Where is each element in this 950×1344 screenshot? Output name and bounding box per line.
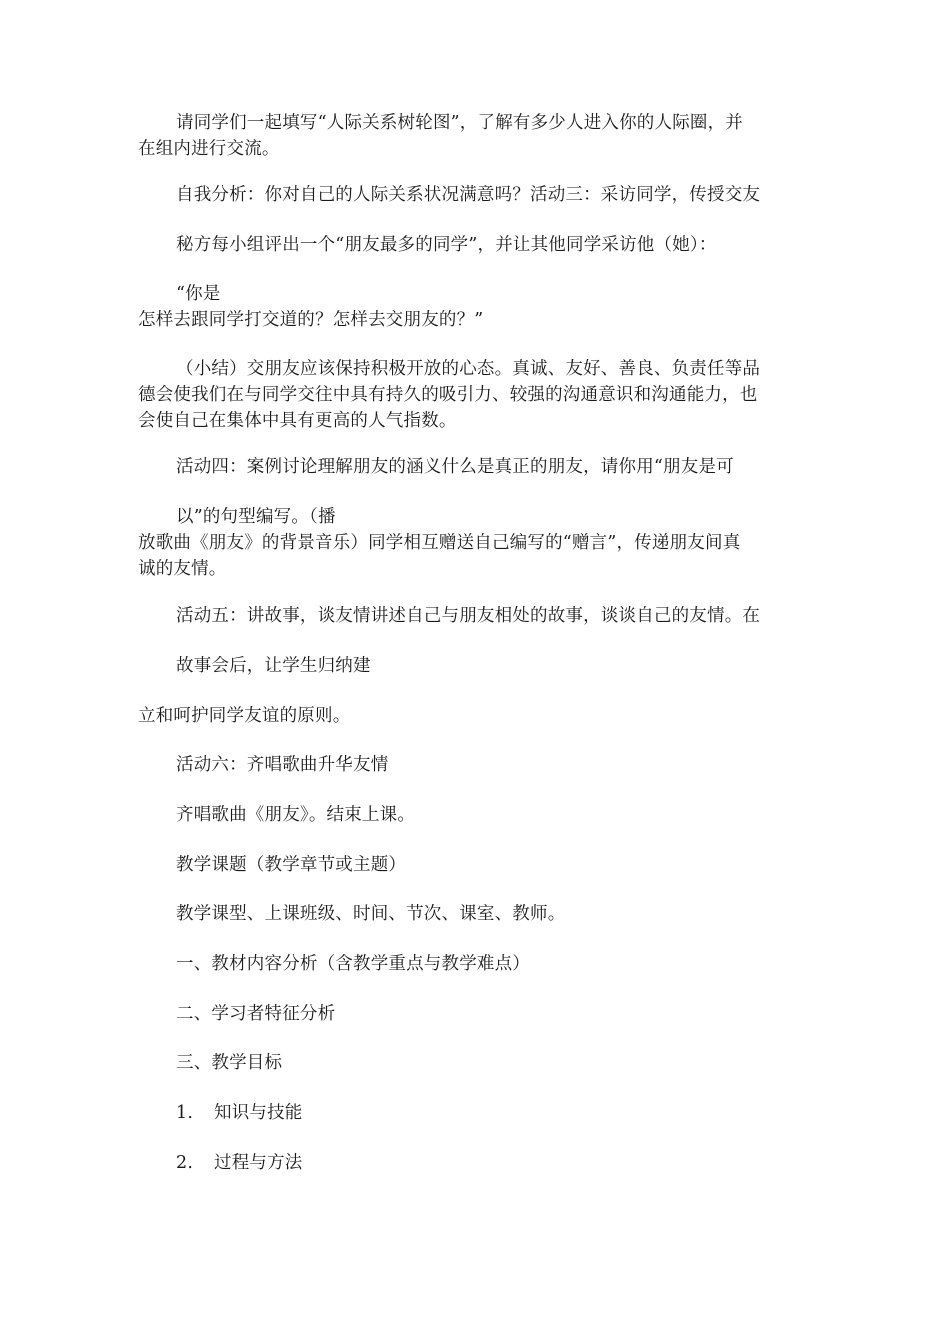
paragraph-activity-four: 活动四：案例讨论理解朋友的涵义什么是真正的朋友，请你用“朋友是可 [176,457,734,477]
paragraph-activity-five: 活动五：讲故事，谈友情讲述自己与朋友相处的故事，谈谈自己的友情。在 [176,606,761,626]
list-text: 知识与技能 [214,1103,303,1123]
paragraph-fill-tree [138,110,743,162]
list-number: 1. [176,1103,194,1123]
heading-learner-analysis: 二、学习者特征分析 [176,1004,336,1024]
paragraph-secret-recipe: 秘方每小组评出一个“朋友最多的同学”，并让其他同学采访他（她）： [176,235,717,255]
text-line: 请同学们一起填写“人际关系树轮图”，了解有多少人进入你的人际圈，并 [176,113,743,133]
paragraph-story-after: 故事会后，让学生归纳建 [176,656,371,676]
paragraph-interview-question [138,281,483,333]
heading-lesson-type: 教学课型、上课班级、时间、节次、课室、教师。 [176,904,566,924]
text-line: “你是 [176,284,221,304]
text-line: 放歌曲《朋友》的背景音乐）同学相互赠送自己编写的“赠言”，传递朋友间真 [138,533,741,553]
list-item-knowledge-skills [176,1100,303,1126]
list-text: 过程与方法 [214,1153,303,1173]
paragraph-summary [138,356,760,434]
list-number: 2. [176,1153,194,1173]
paragraph-song-gift [138,504,740,582]
paragraph-self-analysis: 自我分析：你对自己的人际关系状况满意吗？活动三：采访同学，传授交友 [176,185,761,205]
list-item-process-method [176,1150,303,1176]
text-line: 会使自己在集体中具有更高的人气指数。 [138,411,457,431]
text-line: 以”的句型编写。（播 [176,507,336,527]
heading-lesson-topic: 教学课题（教学章节或主题） [176,855,407,875]
paragraph-activity-six: 活动六：齐唱歌曲升华友情 [176,755,389,775]
text-line: 在组内进行交流。 [138,139,280,159]
text-line: 德会使我们在与同学交往中具有持久的吸引力、较强的沟通意识和沟通能力，也 [138,385,758,405]
text-line: 诚的友情。 [138,559,227,579]
text-line: （小结）交朋友应该保持积极开放的心态。真诚、友好、善良、负责任等品 [176,359,761,379]
heading-material-analysis: 一、教材内容分析（含教学重点与教学难点） [176,954,530,974]
heading-teaching-goals: 三、教学目标 [176,1053,283,1073]
paragraph-friendship-principle: 立和呵护同学友谊的原则。 [138,706,351,726]
text-line: 怎样去跟同学打交道的？怎样去交朋友的？” [138,310,484,330]
paragraph-sing-song: 齐唱歌曲《朋友》。结束上课。 [176,805,416,825]
